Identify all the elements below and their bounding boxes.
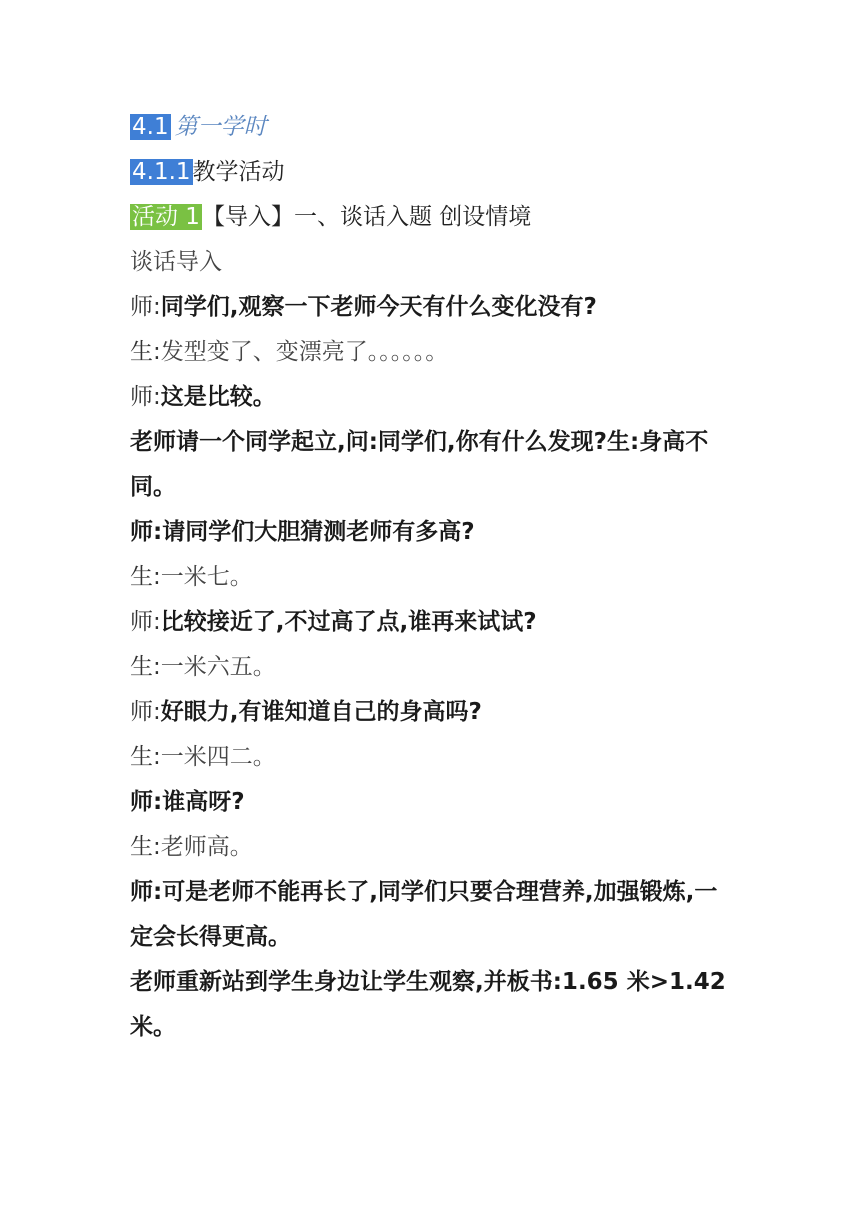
speaker-label: 生:: [130, 834, 161, 860]
dialogue-line: [130, 510, 730, 555]
dialogue-line: [130, 690, 730, 735]
dialogue-text: 老师重新站到学生身边让学生观察,并板书:1.65 米>1.42 米。: [130, 969, 726, 1040]
dialogue-line: [130, 645, 730, 690]
speaker-label: 生:: [130, 654, 161, 680]
dialogue-text: 比较接近了,不过高了点,谁再来试试?: [160, 609, 537, 635]
speaker-label: 师:: [130, 384, 161, 410]
subsection-number: 4.1.1: [132, 159, 191, 185]
dialogue-text: 发型变了、变漂亮了。。。。。。: [160, 339, 449, 365]
activity-tag: 活动 1: [132, 204, 200, 230]
dialogue-text: 师:可是老师不能再长了,同学们只要合理营养,加强锻炼,一定会长得更高。: [130, 879, 718, 950]
dialogue-line: [130, 870, 730, 960]
section-heading: [130, 105, 730, 150]
dialogue-line: [130, 330, 730, 375]
dialogue-line: [130, 825, 730, 870]
speaker-label: 师:: [130, 699, 161, 725]
dialogue-text: 一米四二。: [160, 744, 276, 770]
dialogue-line: [130, 780, 730, 825]
section-number: 4.1: [132, 114, 169, 140]
dialogue-text: 好眼力,有谁知道自己的身高吗?: [160, 699, 482, 725]
dialogue-text: 一米七。: [160, 564, 253, 590]
subsection-title: 教学活动: [192, 159, 285, 185]
dialogue-line: [130, 375, 730, 420]
speaker-label: 生:: [130, 744, 161, 770]
dialogue-text: 老师高。: [160, 834, 253, 860]
intro-line: 谈话导入: [130, 249, 222, 275]
dialogue-line: [130, 960, 730, 1050]
dialogue-text: 这是比较。: [160, 384, 276, 410]
dialogue-line: [130, 735, 730, 780]
section-title: 第一学时: [174, 114, 267, 140]
document-body: [130, 105, 730, 1050]
dialogue-text: 一米六五。: [160, 654, 276, 680]
activity-title: 【导入】一、谈话入题 创设情境: [201, 204, 532, 230]
subsection-heading: [130, 150, 730, 195]
activity-heading: [130, 195, 730, 240]
speaker-label: 师:: [130, 294, 161, 320]
speaker-label: 生:: [130, 339, 161, 365]
dialogue-line: [130, 555, 730, 600]
dialogue-text: 同学们,观察一下老师今天有什么变化没有?: [160, 294, 597, 320]
speaker-label: 生:: [130, 564, 161, 590]
dialogue-line: [130, 285, 730, 330]
speaker-label: 师:: [130, 609, 161, 635]
dialogue-text: 师:请同学们大胆猜测老师有多高?: [130, 519, 475, 545]
dialogue-text: 老师请一个同学起立,问:同学们,你有什么发现?生:身高不同。: [130, 429, 709, 500]
dialogue-line: [130, 600, 730, 645]
dialogue-line: [130, 420, 730, 510]
dialogue-text: 师:谁高呀?: [130, 789, 245, 815]
